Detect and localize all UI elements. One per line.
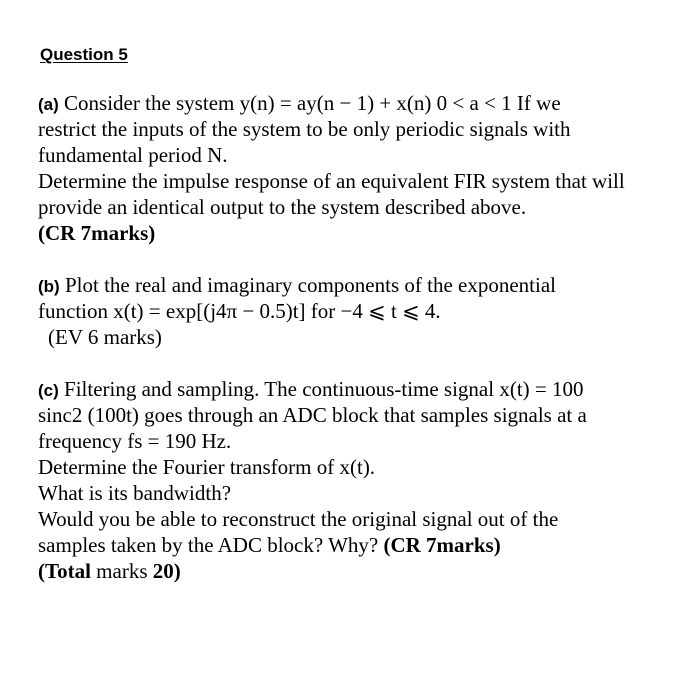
part-b-marks: (EV 6 marks) [48,325,162,349]
part-c-line-5: What is its bandwidth? [38,481,232,505]
part-b-line-1-text: Plot the real and imaginary components of the exponential [59,273,556,297]
part-a-line-4: Determine the impulse response of an equivalent FIR system that will [38,169,625,193]
part-c-line-1-text: Filtering and sampling. The continuous-time signal x(t) = 100 [58,377,584,401]
part-a-line-5: provide an identical output to the system described above. [38,195,527,219]
part-c-marks: (CR 7marks) [383,533,501,557]
part-c-line-2: sinc2 (100t) goes through an ADC block that samples signals at a [38,403,587,427]
part-a-line-2: restrict the inputs of the system to be only periodic signals with [38,117,571,141]
part-a-line-1 [38,90,561,118]
part-c-label: (c) [38,381,59,400]
total-marks [38,558,181,584]
part-b-line-2: function x(t) = exp[(j4π − 0.5)t] for −4 ⩽ t ⩽ 4. [38,299,441,323]
part-a-label: (a) [38,95,59,114]
total-word: Total [45,559,91,583]
part-a-marks: (CR 7marks) [38,221,156,245]
part-a-line-3: fundamental period N. [38,143,228,167]
part-c-line-6: Would you be able to reconstruct the original signal out of the [38,507,559,531]
total-value: 20) [152,559,181,583]
part-b-label: (b) [38,277,60,296]
part-c-line-4: Determine the Fourier transform of x(t). [38,455,376,479]
part-c-line-7 [38,532,501,558]
part-a-line-1-text: Consider the system y(n) = ay(n − 1) + x(n) 0 < a < 1 If we [58,91,561,115]
question-title: Question 5 [40,45,128,64]
total-rest-1: marks [90,559,153,583]
part-c-line-7-text: samples taken by the ADC block? Why? [38,533,384,557]
total-open-paren: ( [38,559,45,583]
part-b-line-1 [38,272,556,300]
part-c-line-3: frequency fs = 190 Hz. [38,429,232,453]
part-c-line-1 [38,376,584,404]
